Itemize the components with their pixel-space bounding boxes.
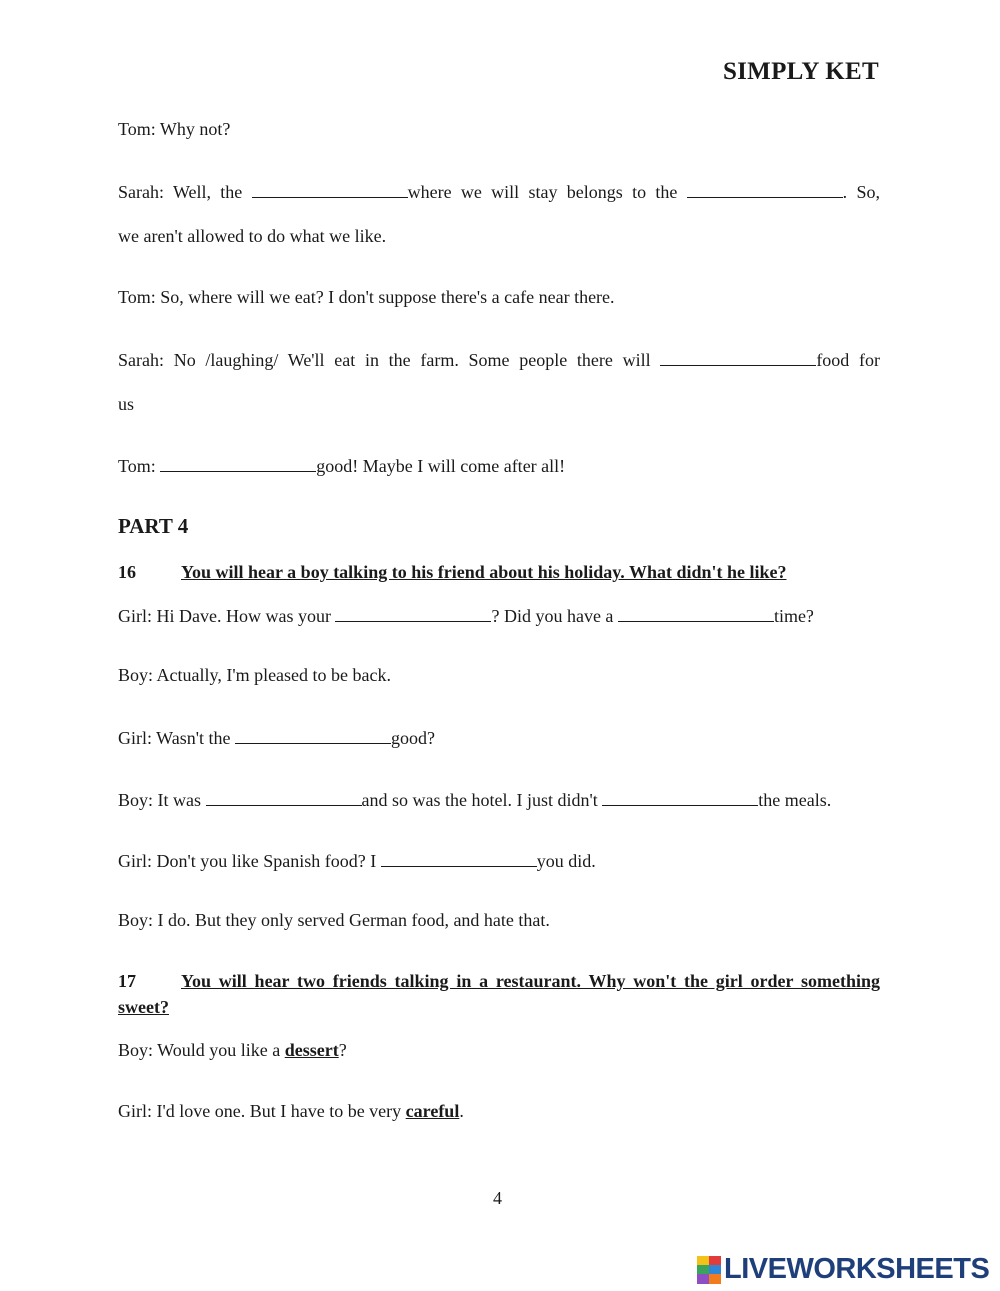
part-4-heading: PART 4 xyxy=(118,514,189,538)
dialogue-text: Girl: Wasn't the xyxy=(118,728,235,748)
question-16-prompt xyxy=(118,559,787,585)
keyword-dessert: dessert xyxy=(284,1040,339,1060)
dialogue-text: Sarah: Well, the xyxy=(118,182,252,202)
dialogue-text: and so was the hotel. I just didn't xyxy=(361,790,603,810)
gap-fill-blank[interactable] xyxy=(252,179,408,198)
dialogue-text: ? Did you have a xyxy=(491,606,618,626)
page-number: 4 xyxy=(493,1188,502,1208)
dialogue-text: . xyxy=(459,1101,464,1121)
dialogue-text: Boy: Would you like a xyxy=(118,1040,285,1060)
gap-fill-blank[interactable] xyxy=(618,603,774,622)
dialogue-line-sarah-farm xyxy=(118,347,880,371)
dialogue-text: ? xyxy=(338,1040,347,1060)
dialogue-text: you did. xyxy=(536,851,596,871)
gap-fill-blank[interactable] xyxy=(687,179,843,198)
dialogue-line-tom-why-not: Tom: Why not? xyxy=(118,119,231,139)
dialogue-text: Girl: Hi Dave. How was your xyxy=(118,606,336,626)
gap-fill-blank[interactable] xyxy=(206,787,362,806)
gap-fill-blank[interactable] xyxy=(381,848,537,867)
gap-fill-blank[interactable] xyxy=(160,453,316,472)
dialogue-line-q16-5 xyxy=(118,848,596,872)
document-header-title: SIMPLY KET xyxy=(722,58,879,85)
question-number: 16 xyxy=(118,562,136,582)
dialogue-text: good! Maybe I will come after all! xyxy=(316,456,566,476)
dialogue-line-tom-eat: Tom: So, where will we eat? I don't suppose there's a cafe near there. xyxy=(118,287,615,307)
dialogue-line-sarah-stay-cont: we aren't allowed to do what we like. xyxy=(118,226,387,246)
question-17-prompt xyxy=(118,968,880,1020)
dialogue-line-sarah-stay xyxy=(118,179,880,203)
dialogue-text: Sarah: No /laughing/ We'll eat in the farm. Some people there will xyxy=(118,350,661,370)
gap-fill-blank[interactable] xyxy=(660,347,816,366)
question-number: 17 xyxy=(118,971,136,991)
gap-fill-blank[interactable] xyxy=(235,725,391,744)
dialogue-text: Tom: xyxy=(118,456,161,476)
dialogue-line-q16-3 xyxy=(118,725,435,749)
dialogue-line-q16-6: Boy: I do. But they only served German food, and hate that. xyxy=(118,910,550,930)
dialogue-text: where we will stay belongs to the xyxy=(407,182,687,202)
gap-fill-blank[interactable] xyxy=(602,787,758,806)
keyword-careful: careful xyxy=(405,1101,460,1121)
liveworksheets-logo-icon xyxy=(697,1256,721,1284)
dialogue-line-q17-2 xyxy=(118,1100,464,1122)
question-text: You will hear two friends talking in a restaurant. Why won't the girl order something sweet? xyxy=(118,971,880,1017)
dialogue-text: . So, xyxy=(842,182,880,202)
dialogue-text: Girl: Don't you like Spanish food? I xyxy=(118,851,381,871)
question-text: You will hear a boy talking to his friend about his holiday. What didn't he like? xyxy=(181,562,787,582)
liveworksheets-brand[interactable] xyxy=(697,1253,989,1286)
dialogue-text: time? xyxy=(773,606,814,626)
liveworksheets-wordmark: LIVEWORKSHEETS xyxy=(724,1253,990,1285)
gap-fill-blank[interactable] xyxy=(335,603,491,622)
dialogue-line-tom-good xyxy=(118,453,565,477)
dialogue-line-q16-4 xyxy=(118,787,831,811)
dialogue-text: Boy: It was xyxy=(118,790,206,810)
dialogue-line-sarah-farm-cont: us xyxy=(118,394,135,414)
dialogue-line-q17-1 xyxy=(118,1039,347,1061)
dialogue-text: food for xyxy=(816,350,881,370)
dialogue-text: Girl: I'd love one. But I have to be very xyxy=(118,1101,406,1121)
dialogue-text: the meals. xyxy=(758,790,832,810)
dialogue-line-q16-2: Boy: Actually, I'm pleased to be back. xyxy=(118,665,392,685)
dialogue-text: good? xyxy=(390,728,435,748)
dialogue-line-q16-1 xyxy=(118,603,814,627)
